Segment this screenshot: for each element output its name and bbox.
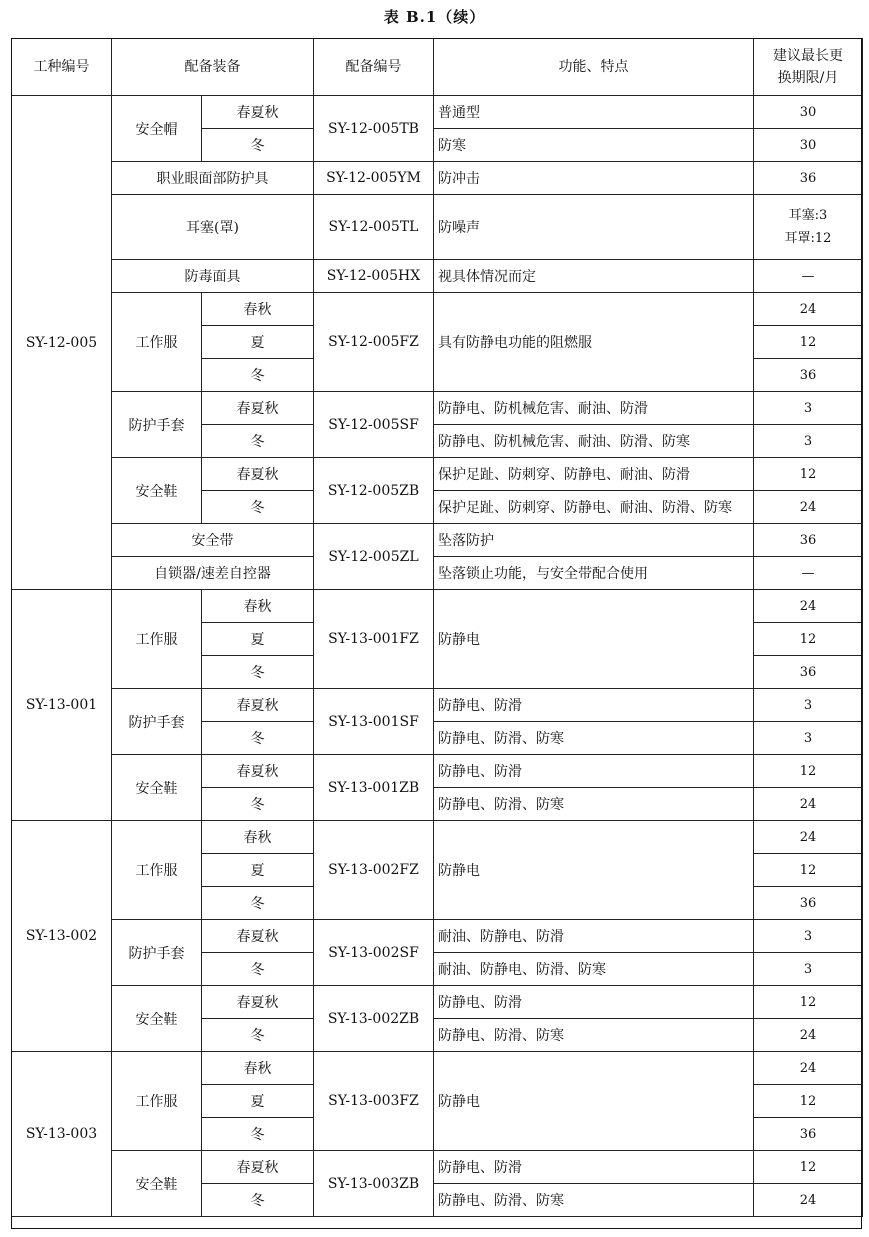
life-cell: 36 bbox=[754, 1118, 863, 1151]
equipment-code-cell: SY-12-005ZL bbox=[314, 524, 434, 590]
function-cell: 防静电、防滑、防寒 bbox=[434, 1184, 754, 1217]
life-cell: 12 bbox=[754, 1151, 863, 1184]
table-row bbox=[12, 1151, 863, 1184]
season-cell: 冬 bbox=[202, 1118, 314, 1151]
life-cell: 12 bbox=[754, 986, 863, 1019]
function-cell: 保护足趾、防刺穿、防静电、耐油、防滑、防寒 bbox=[434, 491, 754, 524]
season-cell: 春夏秋 bbox=[202, 1151, 314, 1184]
function-cell: 普通型 bbox=[434, 96, 754, 129]
function-cell: 防寒 bbox=[434, 129, 754, 162]
season-cell: 夏 bbox=[202, 1085, 314, 1118]
equipment-code-cell: SY-12-005ZB bbox=[314, 458, 434, 524]
function-cell: 防静电、防滑、防寒 bbox=[434, 1019, 754, 1052]
life-cell: 3 bbox=[754, 920, 863, 953]
equipment-cell: 耳塞(罩) bbox=[112, 195, 314, 260]
season-cell: 冬 bbox=[202, 887, 314, 920]
function-cell: 防静电、防滑 bbox=[434, 689, 754, 722]
season-cell: 春秋 bbox=[202, 821, 314, 854]
table-row bbox=[12, 260, 863, 293]
life-cell: 3 bbox=[754, 392, 863, 425]
function-cell: 防静电、防滑 bbox=[434, 755, 754, 788]
season-cell: 夏 bbox=[202, 326, 314, 359]
life-cell: 3 bbox=[754, 689, 863, 722]
equipment-cell: 工作服 bbox=[112, 293, 202, 392]
life-cell: 24 bbox=[754, 1019, 863, 1052]
life-cell: — bbox=[754, 557, 863, 590]
function-cell: 保护足趾、防刺穿、防静电、耐油、防滑 bbox=[434, 458, 754, 491]
season-cell: 冬 bbox=[202, 129, 314, 162]
function-cell: 耐油、防静电、防滑、防寒 bbox=[434, 953, 754, 986]
equipment-code-cell: SY-13-001SF bbox=[314, 689, 434, 755]
function-cell: 坠落防护 bbox=[434, 524, 754, 557]
season-cell: 春夏秋 bbox=[202, 96, 314, 129]
job-code-cell: SY-13-001 bbox=[12, 590, 112, 821]
life-cell: 36 bbox=[754, 656, 863, 689]
life-cell: 3 bbox=[754, 722, 863, 755]
life-cell: 36 bbox=[754, 524, 863, 557]
life-cell: 36 bbox=[754, 887, 863, 920]
function-cell: 视具体情况而定 bbox=[434, 260, 754, 293]
life-cell: 12 bbox=[754, 1085, 863, 1118]
life-cell: 30 bbox=[754, 96, 863, 129]
equipment-cell: 防护手套 bbox=[112, 392, 202, 458]
table-caption: 表 B.1（续） bbox=[383, 8, 486, 26]
function-cell: 防静电 bbox=[434, 821, 754, 920]
table-row bbox=[12, 96, 863, 129]
season-cell: 春夏秋 bbox=[202, 920, 314, 953]
season-cell: 冬 bbox=[202, 425, 314, 458]
life-cell: 24 bbox=[754, 1052, 863, 1085]
equipment-code-cell: SY-13-002FZ bbox=[314, 821, 434, 920]
life-cell: 3 bbox=[754, 425, 863, 458]
equipment-cell: 安全鞋 bbox=[112, 1151, 202, 1217]
table-row bbox=[12, 195, 863, 260]
season-cell: 冬 bbox=[202, 1019, 314, 1052]
equipment-code-cell: SY-13-002SF bbox=[314, 920, 434, 986]
life-cell: 24 bbox=[754, 821, 863, 854]
equipment-cell: 防护手套 bbox=[112, 920, 202, 986]
table-row bbox=[12, 821, 863, 854]
header-job-code: 工种编号 bbox=[12, 39, 112, 96]
season-cell: 冬 bbox=[202, 656, 314, 689]
equipment-code-cell: SY-13-003ZB bbox=[314, 1151, 434, 1217]
table-row bbox=[12, 689, 863, 722]
life-cell: 24 bbox=[754, 1184, 863, 1217]
equipment-code-cell: SY-12-005TL bbox=[314, 195, 434, 260]
table-row bbox=[12, 557, 863, 590]
life-cell: 24 bbox=[754, 491, 863, 524]
equipment-code-cell: SY-13-002ZB bbox=[314, 986, 434, 1052]
season-cell: 冬 bbox=[202, 359, 314, 392]
season-cell: 冬 bbox=[202, 722, 314, 755]
equipment-cell: 安全帽 bbox=[112, 96, 202, 162]
life-cell: 12 bbox=[754, 854, 863, 887]
function-cell: 防静电、防机械危害、耐油、防滑、防寒 bbox=[434, 425, 754, 458]
equipment-cell: 安全带 bbox=[112, 524, 314, 557]
function-cell: 防静电、防滑 bbox=[434, 1151, 754, 1184]
season-cell: 春夏秋 bbox=[202, 986, 314, 1019]
function-cell: 防噪声 bbox=[434, 195, 754, 260]
equipment-cell: 防护手套 bbox=[112, 689, 202, 755]
table-row bbox=[12, 162, 863, 195]
function-cell: 防静电、防滑、防寒 bbox=[434, 722, 754, 755]
life-cell: 3 bbox=[754, 953, 863, 986]
function-cell: 防静电、防机械危害、耐油、防滑 bbox=[434, 392, 754, 425]
function-cell: 具有防静电功能的阻燃服 bbox=[434, 293, 754, 392]
header-life-line1: 建议最长更 bbox=[773, 48, 843, 64]
season-cell: 春夏秋 bbox=[202, 392, 314, 425]
header-equipment-code: 配备编号 bbox=[314, 39, 434, 96]
season-cell: 春秋 bbox=[202, 1052, 314, 1085]
life-earplug: 耳塞:3 bbox=[788, 208, 828, 223]
life-cell: 12 bbox=[754, 623, 863, 656]
header-equipment: 配备装备 bbox=[112, 39, 314, 96]
function-cell: 耐油、防静电、防滑 bbox=[434, 920, 754, 953]
header-function: 功能、特点 bbox=[434, 39, 754, 96]
season-cell: 冬 bbox=[202, 1184, 314, 1217]
season-cell: 春夏秋 bbox=[202, 755, 314, 788]
job-code-cell: SY-13-002 bbox=[12, 821, 112, 1052]
equipment-cell: 自锁器/速差自控器 bbox=[112, 557, 314, 590]
equipment-cell: 工作服 bbox=[112, 590, 202, 689]
life-cell: 24 bbox=[754, 293, 863, 326]
life-cell: 12 bbox=[754, 326, 863, 359]
table-row bbox=[12, 1052, 863, 1085]
life-cell: 12 bbox=[754, 755, 863, 788]
job-code-cell: SY-12-005 bbox=[12, 96, 112, 590]
equipment-code-cell: SY-12-005SF bbox=[314, 392, 434, 458]
equipment-code-cell: SY-13-001FZ bbox=[314, 590, 434, 689]
table-row bbox=[12, 458, 863, 491]
season-cell: 春秋 bbox=[202, 590, 314, 623]
life-cell: 36 bbox=[754, 162, 863, 195]
season-cell: 冬 bbox=[202, 788, 314, 821]
equipment-code-cell: SY-12-005FZ bbox=[314, 293, 434, 392]
table-row bbox=[12, 755, 863, 788]
function-cell: 防静电 bbox=[434, 590, 754, 689]
equipment-cell: 工作服 bbox=[112, 821, 202, 920]
season-cell: 冬 bbox=[202, 953, 314, 986]
life-cell bbox=[754, 195, 863, 260]
season-cell: 春秋 bbox=[202, 293, 314, 326]
table-row bbox=[12, 392, 863, 425]
season-cell: 春夏秋 bbox=[202, 689, 314, 722]
equipment-code-cell: SY-12-005YM bbox=[314, 162, 434, 195]
function-cell: 坠落锁止功能，与安全带配合使用 bbox=[434, 557, 754, 590]
equipment-code-cell: SY-13-003FZ bbox=[314, 1052, 434, 1151]
season-cell: 夏 bbox=[202, 623, 314, 656]
table-row bbox=[12, 590, 863, 623]
function-cell: 防静电、防滑 bbox=[434, 986, 754, 1019]
life-cell: 30 bbox=[754, 129, 863, 162]
function-cell: 防静电、防滑、防寒 bbox=[434, 788, 754, 821]
equipment-table bbox=[11, 38, 863, 1217]
life-cell: 24 bbox=[754, 788, 863, 821]
header-life-line2: 换期限/月 bbox=[777, 70, 839, 86]
equipment-code-cell: SY-12-005HX bbox=[314, 260, 434, 293]
table-row bbox=[12, 524, 863, 557]
equipment-cell: 防毒面具 bbox=[112, 260, 314, 293]
table-row bbox=[12, 920, 863, 953]
season-cell: 夏 bbox=[202, 854, 314, 887]
function-cell: 防冲击 bbox=[434, 162, 754, 195]
equipment-cell: 职业眼面部防护具 bbox=[112, 162, 314, 195]
function-cell: 防静电 bbox=[434, 1052, 754, 1151]
equipment-cell: 安全鞋 bbox=[112, 755, 202, 821]
life-cell: — bbox=[754, 260, 863, 293]
job-code-cell: SY-13-003 bbox=[12, 1052, 112, 1217]
table-row bbox=[12, 986, 863, 1019]
life-earmuff: 耳罩:12 bbox=[784, 231, 832, 246]
equipment-code-cell: SY-13-001ZB bbox=[314, 755, 434, 821]
equipment-code-cell: SY-12-005TB bbox=[314, 96, 434, 162]
season-cell: 冬 bbox=[202, 491, 314, 524]
equipment-cell: 工作服 bbox=[112, 1052, 202, 1151]
life-cell: 36 bbox=[754, 359, 863, 392]
life-cell: 24 bbox=[754, 590, 863, 623]
life-cell: 12 bbox=[754, 458, 863, 491]
equipment-cell: 安全鞋 bbox=[112, 986, 202, 1052]
header-replacement-period bbox=[754, 39, 863, 96]
table-row bbox=[12, 293, 863, 326]
season-cell: 春夏秋 bbox=[202, 458, 314, 491]
header-row bbox=[12, 39, 863, 96]
equipment-cell: 安全鞋 bbox=[112, 458, 202, 524]
